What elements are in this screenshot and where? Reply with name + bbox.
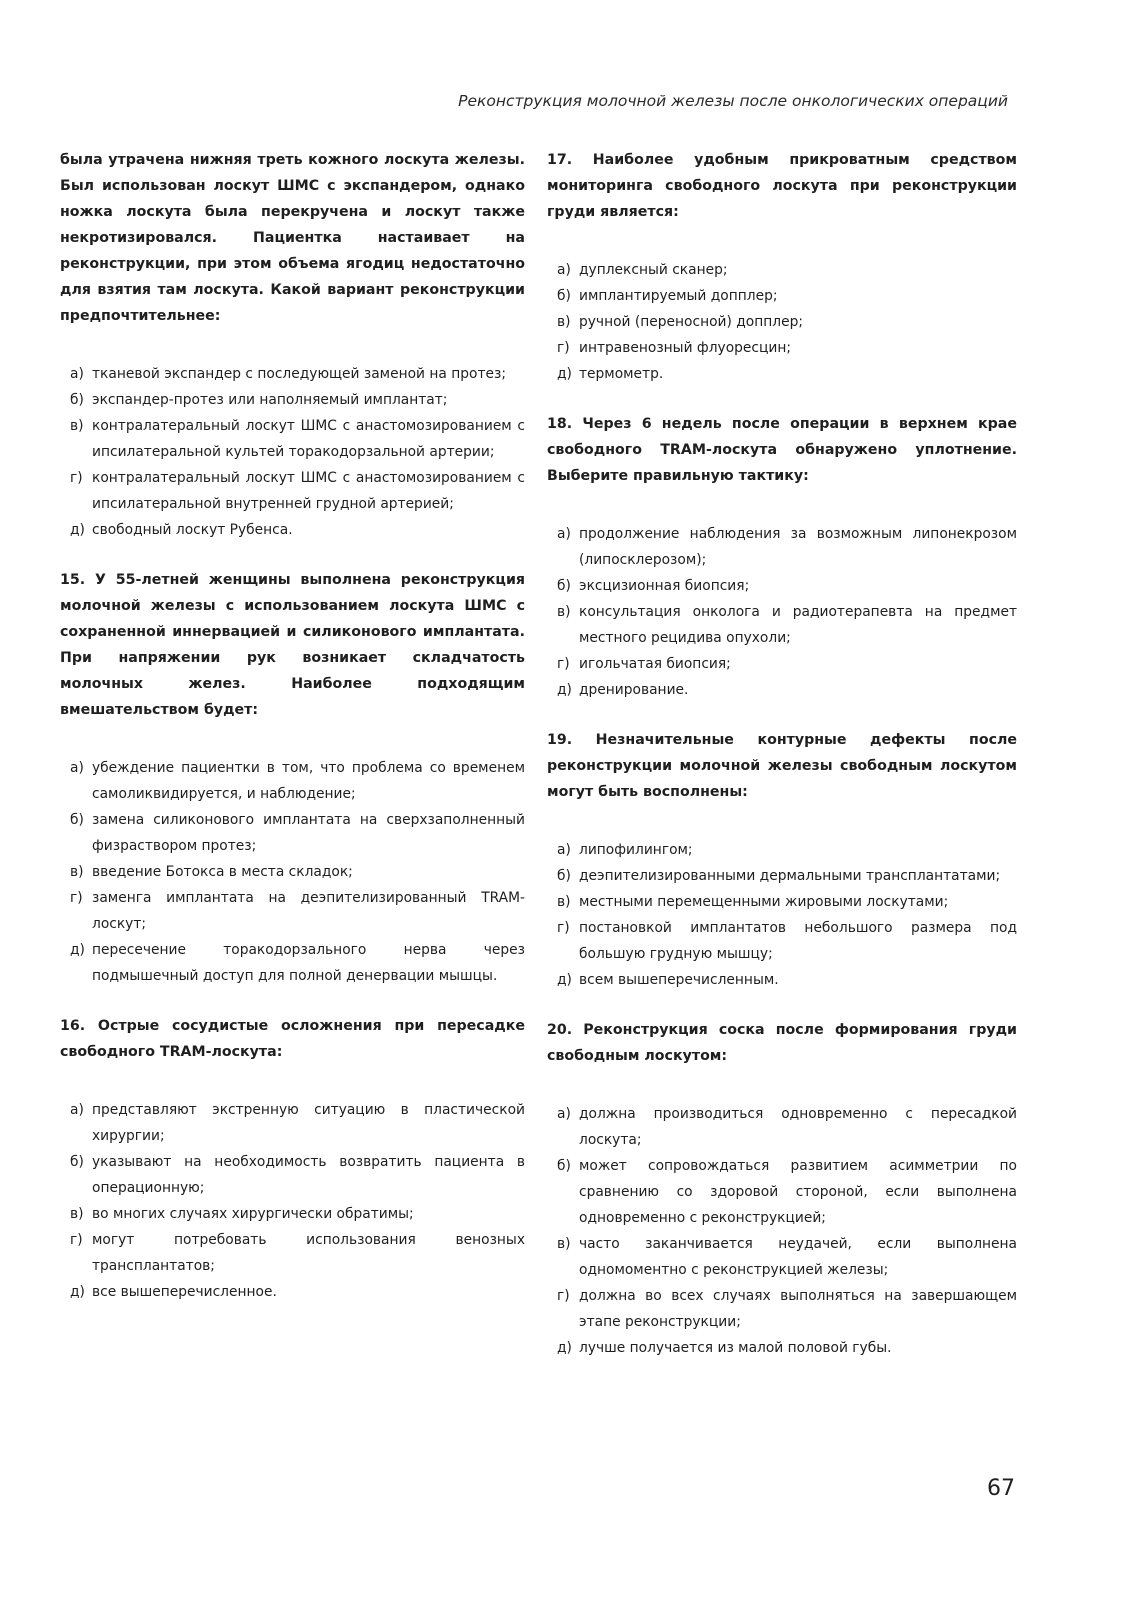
answer-option — [547, 573, 1017, 599]
answer-option — [547, 837, 1017, 863]
answer-option — [547, 967, 1017, 993]
option-text: экспандер-протез или наполняемый имплантат; — [92, 392, 448, 408]
option-text: контралатеральный лоскут ШМС с анастомозированием с ипсилатеральной внутренней грудной артерией; — [92, 470, 525, 512]
option-text: интравенозный флуоресцин; — [579, 340, 791, 356]
answer-option — [547, 1335, 1017, 1361]
answer-option — [60, 1149, 525, 1201]
answer-options — [60, 755, 525, 989]
answer-option — [60, 1227, 525, 1279]
answer-option — [547, 889, 1017, 915]
option-text: должна во всех случаях выполняться на завершающем этапе реконструкции; — [579, 1288, 1017, 1330]
question-17 — [547, 147, 1017, 387]
option-letter: а) — [557, 842, 571, 858]
answer-option — [60, 937, 525, 989]
option-letter: д) — [557, 972, 572, 988]
option-text: контралатеральный лоскут ШМС с анастомозированием с ипсилатеральной культей торакодорзальной артерии; — [92, 418, 525, 460]
option-letter: г) — [70, 1232, 83, 1248]
option-letter: г) — [70, 470, 83, 486]
option-text: дуплексный сканер; — [579, 262, 728, 278]
option-letter: в) — [557, 894, 571, 910]
option-text: игольчатая биопсия; — [579, 656, 731, 672]
question-text: 20. Реконструкция соска после формирования груди свободным лоскутом: — [547, 1022, 1017, 1064]
answer-options — [547, 837, 1017, 993]
answer-option — [547, 309, 1017, 335]
option-letter: г) — [557, 656, 570, 672]
left-column — [60, 147, 525, 1329]
option-text: эксцизионная биопсия; — [579, 578, 750, 594]
option-letter: б) — [70, 812, 84, 828]
option-text: тканевой экспандер с последующей заменой на протез; — [92, 366, 506, 382]
option-letter: д) — [557, 682, 572, 698]
option-letter: д) — [557, 366, 572, 382]
option-letter: а) — [70, 366, 84, 382]
answer-option — [60, 517, 525, 543]
option-text: термометр. — [579, 366, 664, 382]
option-text: замена силиконового имплантата на сверхзаполненный физраствором протез; — [92, 812, 525, 854]
answer-option — [547, 283, 1017, 309]
running-title: Реконструкция молочной железы после онкологических операций — [458, 92, 1008, 110]
answer-option — [547, 257, 1017, 283]
option-letter: б) — [70, 1154, 84, 1170]
option-letter: д) — [70, 942, 85, 958]
right-column — [547, 147, 1017, 1385]
answer-option — [547, 915, 1017, 967]
option-text: заменга имплантата на деэпителизированный TRAM-лоскут; — [92, 890, 525, 932]
option-letter: а) — [557, 526, 571, 542]
question-18 — [547, 411, 1017, 703]
question-text: 15. У 55-летней женщины выполнена реконструкция молочной железы с использованием лоскута ШМС с сохраненной иннервацией и силиконового имплантата. При напряжении рук возникает складчатость молочных желез. Наиболее подходящим вмешательством будет: — [60, 572, 525, 718]
answer-option — [60, 885, 525, 937]
answer-option — [60, 859, 525, 885]
answer-option — [60, 387, 525, 413]
answer-option — [60, 361, 525, 387]
option-text: местными перемещенными жировыми лоскутами; — [579, 894, 949, 910]
option-letter: а) — [557, 1106, 571, 1122]
option-letter: г) — [70, 890, 83, 906]
answer-option — [547, 1231, 1017, 1283]
option-letter: в) — [557, 604, 571, 620]
answer-option — [547, 335, 1017, 361]
option-text: дренирование. — [579, 682, 689, 698]
option-letter: а) — [70, 1102, 84, 1118]
option-text: продолжение наблюдения за возможным липонекрозом (липосклерозом); — [579, 526, 1017, 568]
question-text: 17. Наиболее удобным прикроватным средством мониторинга свободного лоскута при реконструкции груди является: — [547, 152, 1017, 220]
answer-option — [60, 1097, 525, 1149]
page-number: 67 — [987, 1476, 1015, 1501]
answer-option — [60, 755, 525, 807]
answer-option — [60, 1201, 525, 1227]
option-letter: в) — [70, 864, 84, 880]
answer-option — [60, 413, 525, 465]
option-letter: б) — [557, 578, 571, 594]
option-text: всем вышеперечисленным. — [579, 972, 779, 988]
answer-option — [547, 599, 1017, 651]
answer-options — [60, 1097, 525, 1305]
option-letter: г) — [557, 1288, 570, 1304]
option-text: указывают на необходимость возвратить пациента в операционную; — [92, 1154, 525, 1196]
option-letter: в) — [70, 1206, 84, 1222]
answer-option — [547, 1153, 1017, 1231]
answer-option — [547, 521, 1017, 573]
option-text: все вышеперечисленное. — [92, 1284, 277, 1300]
option-letter: а) — [557, 262, 571, 278]
option-text: консультация онколога и радиотерапевта на предмет местного рецидива опухоли; — [579, 604, 1017, 646]
option-text: пересечение торакодорзального нерва через подмышечный доступ для полной денервации мышцы. — [92, 942, 525, 984]
option-text: постановкой имплантатов небольшого размера под большую грудную мышцу; — [579, 920, 1017, 962]
option-text: представляют экстренную ситуацию в пластической хирургии; — [92, 1102, 525, 1144]
option-text: свободный лоскут Рубенса. — [92, 522, 293, 538]
option-letter: д) — [70, 522, 85, 538]
option-letter: б) — [557, 868, 571, 884]
question-20 — [547, 1017, 1017, 1361]
answer-option — [547, 863, 1017, 889]
option-letter: в) — [557, 1236, 571, 1252]
option-text: имплантируемый допплер; — [579, 288, 778, 304]
answer-options — [547, 521, 1017, 703]
option-text: во многих случаях хирургически обратимы; — [92, 1206, 414, 1222]
option-letter: б) — [557, 288, 571, 304]
option-letter: г) — [557, 340, 570, 356]
answer-options — [547, 257, 1017, 387]
answer-option — [547, 1283, 1017, 1335]
option-text: ручной (переносной) допплер; — [579, 314, 804, 330]
option-text: должна производиться одновременно с пересадкой лоскута; — [579, 1106, 1017, 1148]
answer-option — [60, 807, 525, 859]
option-letter: д) — [70, 1284, 85, 1300]
answer-option — [547, 361, 1017, 387]
option-letter: д) — [557, 1340, 572, 1356]
answer-options — [547, 1101, 1017, 1361]
option-text: часто заканчивается неудачей, если выполнена одномоментно с реконструкцией железы; — [579, 1236, 1017, 1278]
option-letter: в) — [557, 314, 571, 330]
option-text: липофилингом; — [579, 842, 693, 858]
question-16 — [60, 1013, 525, 1305]
option-text: деэпителизированными дермальными трансплантатами; — [579, 868, 1001, 884]
question-text: была утрачена нижняя треть кожного лоскута железы. Был использован лоскут ШМС с экспандером, однако ножка лоскута была перекручена и лоскут также некротизировался. Пациентка настаивает на реконструкции, при этом объема ягодиц недостаточно для взятия там лоскута. Какой вариант реконструкции предпочтительнее: — [60, 152, 525, 324]
option-text: может сопровождаться развитием асимметрии по сравнению со здоровой стороной, если выполнена одновременно с реконструкцией; — [579, 1158, 1017, 1226]
question-text: 19. Незначительные контурные дефекты после реконструкции молочной железы свободным лоскутом могут быть восполнены: — [547, 732, 1017, 800]
option-letter: г) — [557, 920, 570, 936]
question-text: 18. Через 6 недель после операции в верхнем крае свободного TRAM-лоскута обнаружено уплотнение. Выберите правильную тактику: — [547, 416, 1017, 484]
answer-option — [547, 1101, 1017, 1153]
option-letter: б) — [70, 392, 84, 408]
answer-option — [547, 651, 1017, 677]
option-text: введение Ботокса в места складок; — [92, 864, 353, 880]
option-letter: б) — [557, 1158, 571, 1174]
question-text: 16. Острые сосудистые осложнения при пересадке свободного TRAM-лоскута: — [60, 1018, 525, 1060]
option-text: лучше получается из малой половой губы. — [579, 1340, 892, 1356]
option-text: убеждение пациентки в том, что проблема со временем самоликвидируется, и наблюдение; — [92, 760, 525, 802]
answer-option — [547, 677, 1017, 703]
question-14-continuation — [60, 147, 525, 543]
option-letter: в) — [70, 418, 84, 434]
answer-options — [60, 361, 525, 543]
question-15 — [60, 567, 525, 989]
question-19 — [547, 727, 1017, 993]
option-text: могут потребовать использования венозных трансплантатов; — [92, 1232, 525, 1274]
answer-option — [60, 465, 525, 517]
option-letter: а) — [70, 760, 84, 776]
answer-option — [60, 1279, 525, 1305]
